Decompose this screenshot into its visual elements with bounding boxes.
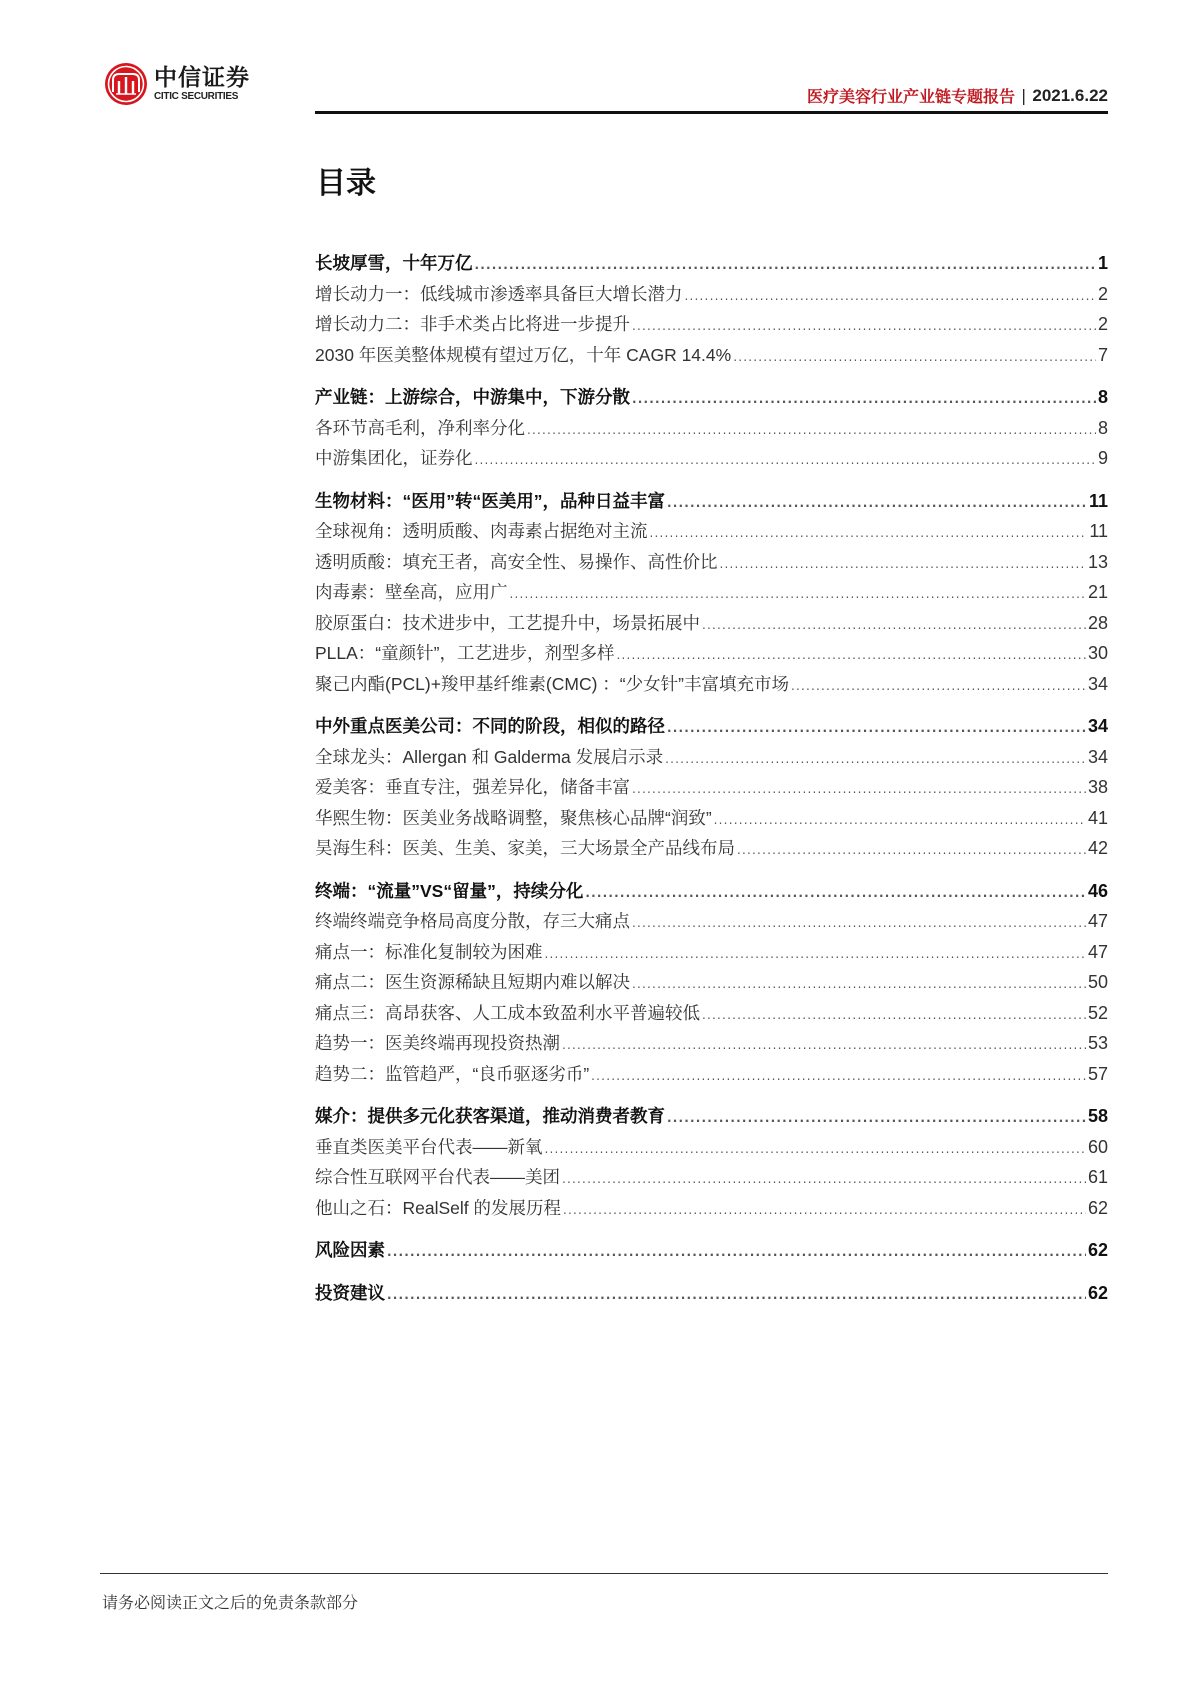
toc-entry-title: 综合性互联网平台代表——美团 — [315, 1167, 560, 1187]
toc-page-number: 62 — [1087, 1197, 1108, 1218]
citic-logo-icon — [104, 62, 148, 106]
toc-page-number: 47 — [1087, 911, 1108, 931]
toc-entry-title: PLLA：“童颜针”，工艺进步，剂型多样 — [315, 643, 615, 663]
toc-page-number: 11 — [1088, 490, 1108, 511]
toc-entry-title: 长坡厚雪，十年万亿 — [315, 253, 473, 273]
report-title: 医疗美容行业产业链专题报告 — [806, 87, 1015, 106]
report-date: 2021.6.22 — [1032, 85, 1108, 105]
toc-section-entry[interactable] — [315, 671, 1108, 702]
toc-dot-leader — [685, 289, 1096, 303]
toc-entry-title: 聚己内酯(PCL)+羧甲基纤维素(CMC) ：“少女针”丰富填充市场 — [315, 673, 789, 694]
toc-page-number: 62 — [1087, 1282, 1108, 1303]
toc-section-entry[interactable] — [315, 835, 1108, 866]
toc-entry-title: 华熙生物：医美业务战略调整，聚焦核心品牌“润致” — [315, 807, 712, 828]
toc-chapter-entry[interactable] — [315, 384, 1108, 415]
toc-section-entry[interactable] — [315, 640, 1108, 671]
toc-section-entry[interactable] — [315, 281, 1108, 312]
toc-chapter-entry[interactable] — [315, 488, 1108, 519]
toc-dot-leader — [632, 392, 1096, 406]
toc-section-entry[interactable] — [315, 1195, 1108, 1226]
toc-entry-title: 产业链：上游综合，中游集中，下游分散 — [315, 387, 630, 407]
toc-section-entry[interactable] — [315, 610, 1108, 641]
toc-page-number: 58 — [1087, 1106, 1108, 1126]
toc-page-number: 8 — [1097, 387, 1108, 407]
toc-page-number: 28 — [1087, 612, 1108, 633]
toc-dot-leader — [591, 1069, 1086, 1083]
toc-dot-leader — [632, 916, 1086, 930]
footer-disclaimer: 请务必阅读正文之后的免责条款部分 — [102, 1593, 359, 1612]
toc-page-number: 53 — [1087, 1033, 1108, 1053]
toc-dot-leader — [702, 618, 1086, 632]
citic-logo — [104, 62, 250, 106]
table-of-contents — [315, 250, 1108, 1310]
toc-entry-title: 风险因素 — [315, 1240, 385, 1260]
toc-section-entry[interactable] — [315, 311, 1108, 342]
toc-section-entry[interactable] — [315, 744, 1108, 775]
toc-dot-leader — [632, 977, 1086, 991]
toc-page-number: 41 — [1087, 807, 1108, 828]
toc-chapter-entry[interactable] — [315, 1103, 1108, 1134]
toc-chapter-entry[interactable] — [315, 1280, 1108, 1311]
toc-entry-title: 昊海生科：医美、生美、家美，三大场景全产品线布局 — [315, 838, 735, 858]
toc-section-entry[interactable] — [315, 1061, 1108, 1092]
toc-entry-title: 全球龙头：Allergan 和 Galderma 发展启示录 — [315, 746, 664, 767]
toc-entry-title: 他山之石：RealSelf 的发展历程 — [315, 1197, 562, 1218]
toc-section-entry[interactable] — [315, 445, 1108, 476]
toc-section-entry[interactable] — [315, 939, 1108, 970]
toc-entry-title: 趋势一：医美终端再现投资热潮 — [315, 1033, 560, 1053]
toc-entry-title: 2030 年医美整体规模有望过万亿，十年 CAGR 14.4% — [315, 344, 732, 365]
toc-dot-leader — [616, 648, 1086, 662]
toc-page-number: 11 — [1089, 521, 1108, 541]
toc-dot-leader — [737, 843, 1086, 857]
toc-dot-leader — [562, 1172, 1086, 1186]
toc-section-entry[interactable] — [315, 1134, 1108, 1165]
toc-page-number: 34 — [1087, 746, 1108, 767]
toc-chapter-entry[interactable] — [315, 878, 1108, 909]
toc-chapter-entry[interactable] — [315, 250, 1108, 281]
toc-dot-leader — [667, 1111, 1086, 1125]
toc-entry-title: 痛点一：标准化复制较为困难 — [315, 941, 543, 962]
toc-chapter-entry[interactable] — [315, 713, 1108, 744]
toc-page-number: 1 — [1097, 253, 1108, 273]
toc-entry-title: 痛点二：医生资源稀缺且短期内难以解决 — [315, 972, 630, 992]
toc-entry-title: 爱美客：垂直专注，强差异化，储备丰富 — [315, 777, 630, 797]
toc-dot-leader — [667, 496, 1087, 510]
toc-entry-title: 终端终端竞争格局高度分散，存三大痛点 — [315, 911, 630, 931]
header-separator: | — [1020, 86, 1027, 105]
toc-entry-title: 趋势二：监管趋严，“良币驱逐劣币” — [315, 1063, 590, 1084]
toc-page-number: 21 — [1087, 582, 1108, 602]
toc-dot-leader — [702, 1008, 1086, 1022]
toc-page-number: 47 — [1087, 941, 1108, 962]
toc-dot-leader — [632, 319, 1096, 333]
toc-page-number: 57 — [1087, 1063, 1108, 1084]
header-divider — [315, 111, 1108, 114]
toc-section-entry[interactable] — [315, 1000, 1108, 1031]
logo-english-name: CITIC SECURITIES — [154, 91, 239, 102]
toc-section-entry[interactable] — [315, 1164, 1108, 1195]
report-header — [807, 84, 1108, 107]
toc-entry-title: 各环节高毛利，净利率分化 — [315, 417, 525, 438]
toc-entry-title: 肉毒素：壁垒高，应用广 — [315, 582, 508, 602]
toc-section-entry[interactable] — [315, 549, 1108, 580]
toc-page-number: 7 — [1097, 344, 1108, 365]
toc-entry-title: 透明质酸：填充王者，高安全性、易操作、高性价比 — [315, 551, 718, 572]
toc-page-number: 30 — [1087, 643, 1108, 663]
toc-section-entry[interactable] — [315, 774, 1108, 805]
toc-dot-leader — [510, 587, 1086, 601]
toc-dot-leader — [791, 679, 1086, 693]
toc-dot-leader — [733, 350, 1096, 364]
toc-page-number: 46 — [1087, 880, 1108, 901]
page-title: 目录 — [316, 166, 376, 201]
toc-dot-leader — [475, 453, 1096, 467]
toc-entry-title: 胶原蛋白：技术进步中，工艺提升中，场景拓展中 — [315, 612, 700, 633]
toc-entry-title: 垂直类医美平台代表——新氧 — [315, 1136, 543, 1157]
toc-entry-title: 终端：“流量”VS“留量”，持续分化 — [315, 880, 584, 901]
toc-section-entry[interactable] — [315, 518, 1108, 549]
toc-page-number: 42 — [1087, 838, 1108, 858]
toc-entry-title: 增长动力一：低线城市渗透率具备巨大增长潜力 — [315, 283, 683, 304]
toc-section-entry[interactable] — [315, 908, 1108, 939]
toc-dot-leader — [387, 1245, 1086, 1259]
toc-dot-leader — [475, 258, 1096, 272]
toc-dot-leader — [650, 526, 1088, 540]
logo-chinese-name: 中信证券 — [154, 65, 250, 91]
toc-entry-title: 生物材料：“医用”转“医美用”，品种日益丰富 — [315, 490, 665, 511]
toc-page-number: 50 — [1087, 972, 1108, 992]
toc-dot-leader — [665, 752, 1086, 766]
toc-page-number: 34 — [1087, 673, 1108, 694]
toc-entry-title: 媒介：提供多元化获客渠道，推动消费者教育 — [315, 1106, 665, 1126]
toc-page-number: 61 — [1087, 1167, 1108, 1187]
toc-dot-leader — [720, 557, 1086, 571]
toc-entry-title: 全球视角：透明质酸、肉毒素占据绝对主流 — [315, 521, 648, 541]
toc-page-number: 52 — [1087, 1002, 1108, 1023]
toc-page-number: 60 — [1087, 1136, 1108, 1157]
toc-dot-leader — [545, 947, 1086, 961]
toc-entry-title: 中游集团化，证券化 — [315, 448, 473, 468]
toc-section-entry[interactable] — [315, 805, 1108, 836]
toc-section-entry[interactable] — [315, 579, 1108, 610]
toc-dot-leader — [632, 782, 1086, 796]
toc-dot-leader — [527, 423, 1096, 437]
toc-entry-title: 投资建议 — [315, 1282, 385, 1303]
toc-section-entry[interactable] — [315, 1030, 1108, 1061]
toc-dot-leader — [545, 1142, 1086, 1156]
toc-section-entry[interactable] — [315, 415, 1108, 446]
toc-page-number: 2 — [1097, 314, 1108, 334]
toc-chapter-entry[interactable] — [315, 1237, 1108, 1268]
toc-page-number: 13 — [1087, 551, 1108, 572]
toc-dot-leader — [667, 721, 1086, 735]
toc-dot-leader — [714, 813, 1086, 827]
toc-entry-title: 中外重点医美公司：不同的阶段，相似的路径 — [315, 716, 665, 736]
toc-page-number: 62 — [1087, 1240, 1108, 1260]
toc-dot-leader — [585, 886, 1086, 900]
toc-page-number: 9 — [1097, 448, 1108, 468]
toc-section-entry[interactable] — [315, 342, 1108, 373]
toc-page-number: 34 — [1087, 716, 1108, 736]
toc-page-number: 2 — [1097, 283, 1108, 304]
toc-entry-title: 增长动力二：非手术类占比将进一步提升 — [315, 314, 630, 334]
toc-section-entry[interactable] — [315, 969, 1108, 1000]
toc-entry-title: 痛点三：高昂获客、人工成本致盈利水平普遍较低 — [315, 1002, 700, 1023]
toc-page-number: 8 — [1097, 417, 1108, 438]
toc-page-number: 38 — [1087, 777, 1108, 797]
toc-dot-leader — [387, 1288, 1086, 1302]
toc-dot-leader — [563, 1203, 1086, 1217]
toc-dot-leader — [562, 1038, 1086, 1052]
footer-divider — [100, 1573, 1108, 1574]
